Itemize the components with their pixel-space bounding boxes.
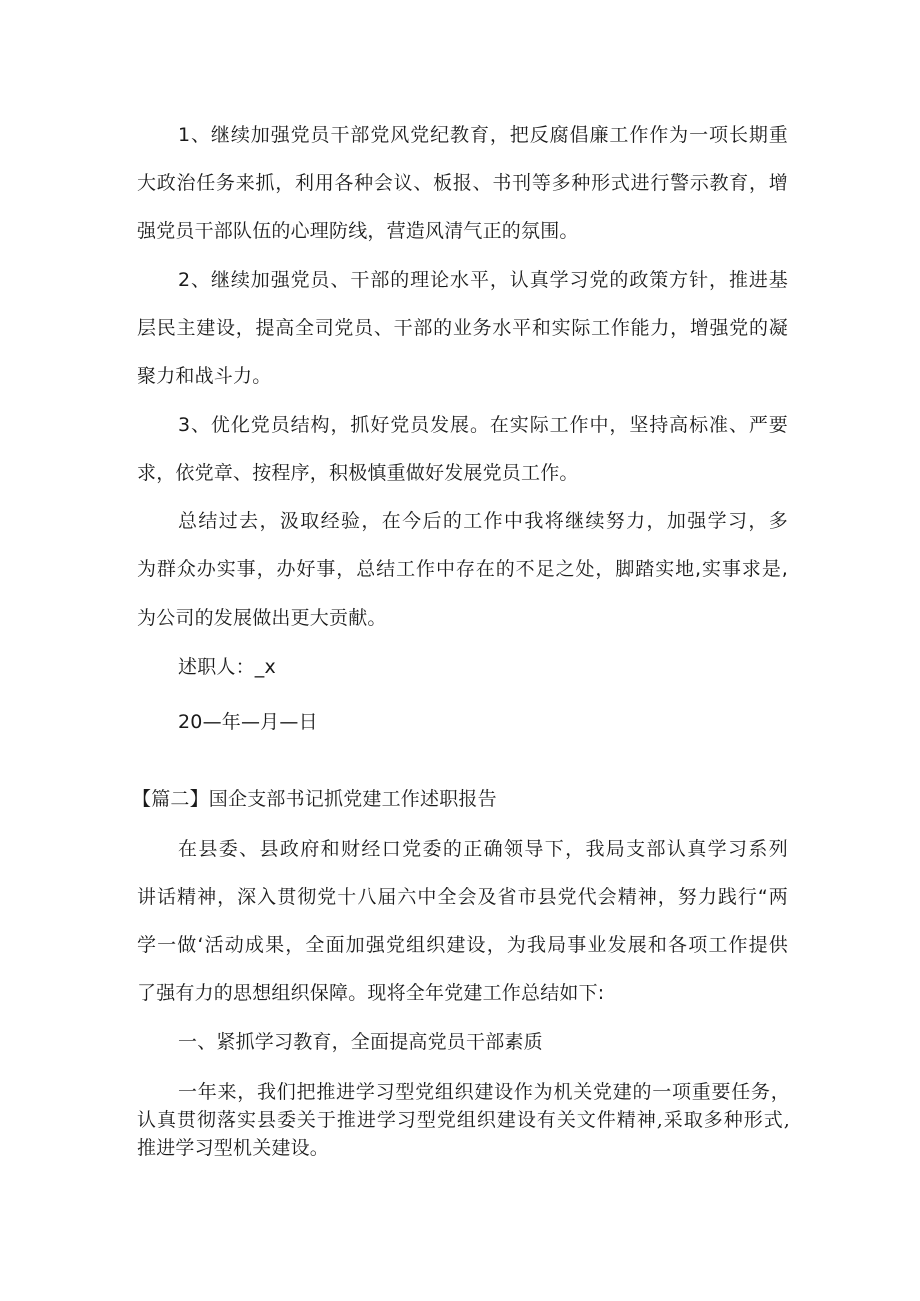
intro-line-4: 了强有力的思想组织保障。现将全年党建工作总结如下: xyxy=(137,982,605,1004)
final-paragraph-line-2: 认真贯彻落实县委关于推进学习型党组织建设有关文件精神,采取多种形式, xyxy=(137,1109,790,1131)
paragraph-1-line-2: 大政治任务来抓，利用各种会议、板报、书刊等多种形式进行警示教育，增 xyxy=(137,172,788,194)
intro-line-1: 在县委、县政府和财经口党委的正确领导下，我局支部认真学习系列 xyxy=(178,838,788,860)
paragraph-1-line-1: 1、继续加强党员干部党风党纪教育，把反腐倡廉工作作为一项长期重 xyxy=(178,124,788,146)
summary-line-2: 为群众办实事，办好事，总结工作中存在的不足之处，脚踏实地,实事求是, xyxy=(137,558,788,580)
summary-line-3: 为公司的发展做出更大贡献。 xyxy=(137,607,387,629)
intro-line-3: 学一做‘活动成果，全面加强党组织建设，为我局事业发展和各项工作提供 xyxy=(137,934,788,956)
final-paragraph-line-3: 推进学习型机关建设。 xyxy=(137,1137,330,1159)
paragraph-2-line-2: 层民主建设，提高全司党员、干部的业务水平和实际工作能力，增强党的凝 xyxy=(137,317,788,339)
paragraph-2-line-1: 2、继续加强党员、干部的理论水平，认真学习党的政策方针，推进基 xyxy=(178,269,788,291)
paragraph-3-line-2: 求，依党章、按程序，积极慎重做好发展党员工作。 xyxy=(137,462,579,484)
signature-line: 述职人：_x xyxy=(178,656,276,678)
subheading-1: 一、紧抓学习教育，全面提高党员干部素质 xyxy=(178,1031,543,1053)
final-paragraph-line-1: 一年来，我们把推进学习型党组织建设作为机关党建的一项重要任务， xyxy=(178,1081,790,1103)
summary-line-1: 总结过去，汲取经验，在今后的工作中我将继续努力，加强学习，多 xyxy=(178,510,788,532)
paragraph-3-line-1: 3、优化党员结构，抓好党员发展。在实际工作中，坚持高标准、严要 xyxy=(178,414,788,436)
paragraph-2-line-3: 聚力和战斗力。 xyxy=(137,365,272,387)
intro-line-2: 讲话精神，深入贯彻党十八届六中全会及省市县党代会精神，努力践行“两 xyxy=(137,886,788,908)
section-heading: 【篇二】国企支部书记抓党建工作述职报告 xyxy=(132,788,497,810)
paragraph-1-line-3: 强党员干部队伍的心理防线，营造风清气正的氛围。 xyxy=(137,220,579,242)
date-line: 20—年—月—日 xyxy=(178,711,318,733)
